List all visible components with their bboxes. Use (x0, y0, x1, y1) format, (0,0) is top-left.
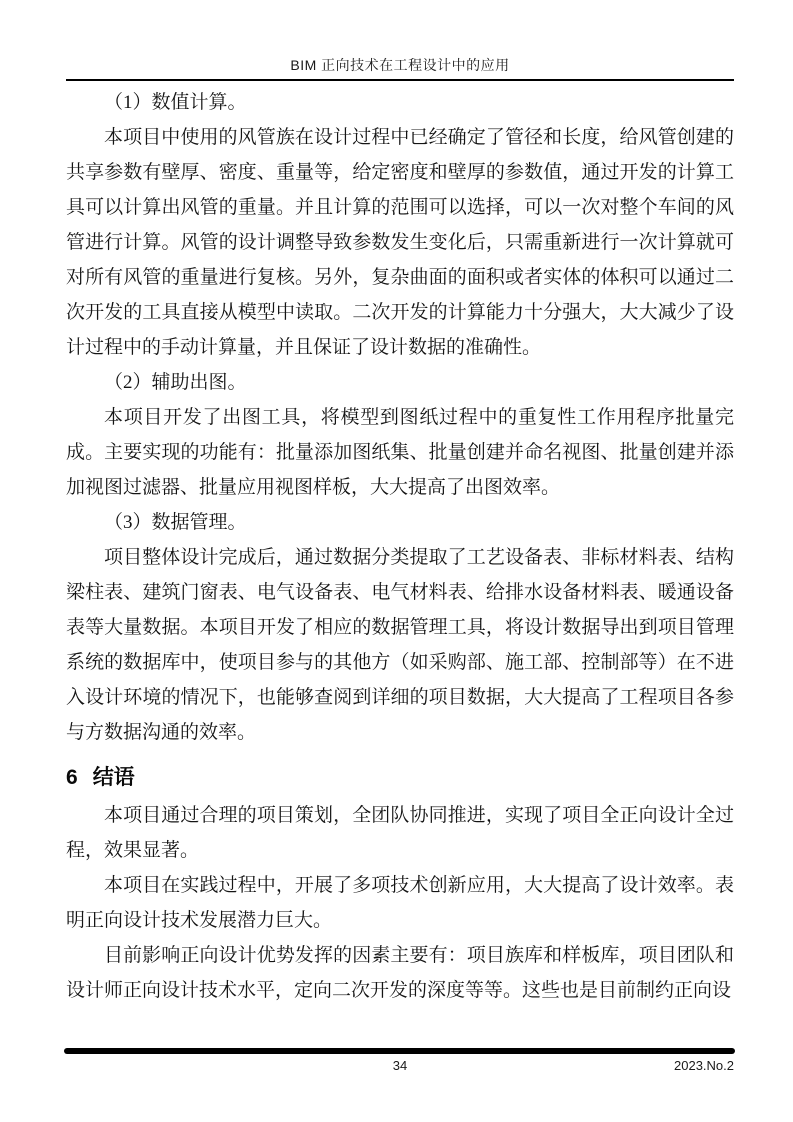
issue-label: 2023.No.2 (674, 1058, 734, 1073)
paragraph: 本项目开发了出图工具，将模型到图纸过程中的重复性工作用程序批量完成。主要实现的功能有：批量添加图纸集、批量创建并命名视图、批量创建并添加视图过滤器、批量应用视图样板，大大提高了出图效率。 (66, 407, 734, 498)
section-heading (66, 760, 734, 795)
paragraph: 目前影响正向设计优势发挥的因素主要有：项目族库和样板库，项目团队和设计师正向设计技术水平，定向二次开发的深度等等。这些也是目前制约正向设 (66, 945, 734, 1001)
page-number: 34 (392, 1058, 408, 1073)
paragraph: 项目整体设计完成后，通过数据分类提取了工艺设备表、非标材料表、结构梁柱表、建筑门窗表、电气设备表、电气材料表、给排水设备材料表、暖通设备表等大量数据。本项目开发了相应的数据管理工具，将设计数据导出到项目管理系统的数据库中，使项目参与的其他方（如采购部、施工部、控制部等）在不进入设计环境的情况下，也能够查阅到详细的项目数据，大大提高了工程项目各参与方数据沟通的效率。 (66, 547, 734, 743)
running-title: BIM 正向技术在工程设计中的应用 (290, 57, 510, 73)
section-title: 结语 (92, 766, 135, 789)
item-heading: （3）数据管理。 (104, 512, 247, 533)
paragraph: 本项目通过合理的项目策划，全团队协同推进，实现了项目全正向设计全过程，效果显著。 (66, 805, 734, 861)
page-header (66, 56, 734, 81)
section-number: 6 (66, 766, 78, 789)
footer-rule (64, 1048, 735, 1054)
paragraph: 本项目中使用的风管族在设计过程中已经确定了管径和长度，给风管创建的共享参数有壁厚、密度、重量等，给定密度和壁厚的参数值，通过开发的计算工具可以计算出风管的重量。并且计算的范围可以选择，可以一次对整个车间的风管进行计算。风管的设计调整导致参数发生变化后，只需重新进行一次计算就可对所有风管的重量进行复核。另外，复杂曲面的面积或者实体的体积可以通过二次开发的工具直接从模型中读取。二次开发的计算能力十分强大，大大减少了设计过程中的手动计算量，并且保证了设计数据的准确性。 (66, 127, 734, 358)
page-body (66, 85, 734, 1008)
item-heading: （2）辅助出图。 (104, 372, 247, 393)
footer-row (66, 1057, 734, 1077)
paragraph: 本项目在实践过程中，开展了多项技术创新应用，大大提高了设计效率。表明正向设计技术发展潜力巨大。 (66, 875, 734, 931)
item-heading: （1）数值计算。 (104, 92, 247, 113)
